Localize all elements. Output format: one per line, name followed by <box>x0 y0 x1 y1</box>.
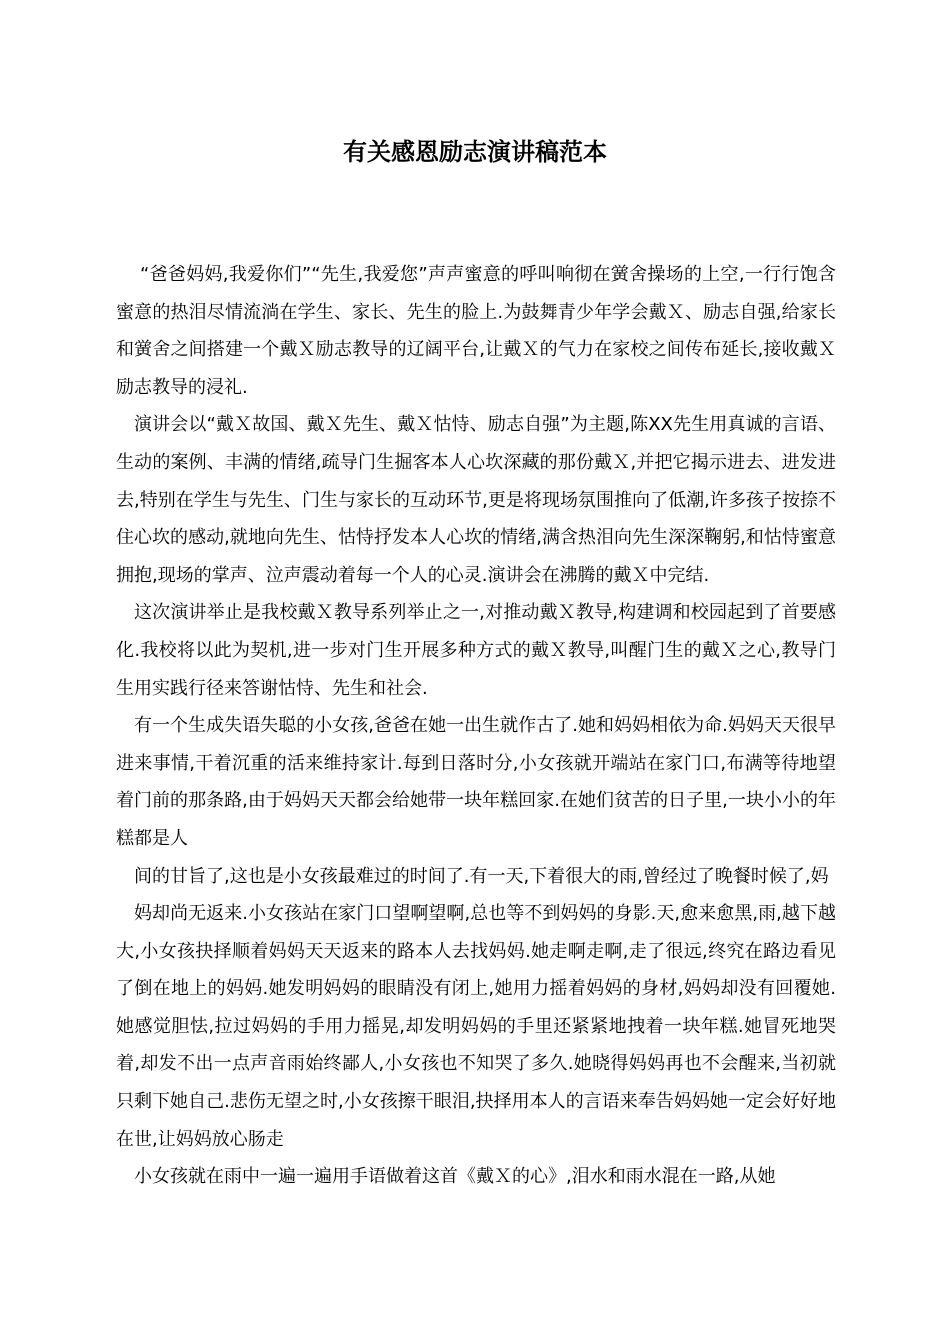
paragraph: 间的甘旨了,这也是小女孩最难过的时间了.有一天,下着很大的雨,曾经过了晚餐时候了,妈 <box>134 865 829 887</box>
paragraph: 有一个生成失语失聪的小女孩,爸爸在她一出生就作古了.她和妈妈相依为命.妈妈天天很早进来事情,干着沉重的活来维持家计.每到日落时分,小女孩就开端站在家门口,布满等待地望着门前的那条路,由于妈妈天天都会给她带一块年糕回家.在她们贫苦的日子里,一块小小的年糕都是人 <box>116 715 836 849</box>
paragraph: 妈却尚无返来.小女孩站在家门口望啊望啊,总也等不到妈妈的身影.天,愈来愈黑,雨,越下越大,小女孩抉择顺着妈妈天天返来的路本人去找妈妈.她走啊走啊,走了很远,终究在路边看见了倒在地上的妈妈.她发明妈妈的眼睛没有闭上,她用力摇着妈妈的身材,妈妈却没有回覆她.她感觉胆怯,拉过妈妈的手用力摇晃,却发明妈妈的手里还紧紧地拽着一块年糕.她冒死地哭着,却发不出一点声音雨始终鄙人,小女孩也不知哭了多久.她晓得妈妈再也不会醒来,当初就只剩下她自己.悲伤无望之时,小女孩擦干眼泪,抉择用本人的言语来奉告妈妈她一定会好好地在世,让妈妈放心肠走 <box>116 903 836 1150</box>
paragraph: “爸爸妈妈,我爱你们”“先生,我爱您”声声蜜意的呼叫响彻在黉舍操场的上空,一行行饱含蜜意的热泪尽情流淌在学生、家长、先生的脸上.为鼓舞青少年学会戴Ｘ、励志自强,给家长和黉舍之间搭建一个戴Ｘ励志教导的辽阔平台,让戴Ｘ的气力在家校之间传布延长,接收戴Ｘ励志教导的浸礼. <box>116 264 836 398</box>
paragraph: 这次演讲举止是我校戴Ｘ教导系列举止之一,对推动戴Ｘ教导,构建调和校园起到了首要感化.我校将以此为契机,进一步对门生开展多种方式的戴Ｘ教导,叫醒门生的戴Ｘ之心,教导门生用实践行径来答谢怙恃、先生和社会. <box>116 602 836 699</box>
paragraph: 小女孩就在雨中一遍一遍用手语做着这首《戴Ｘ的心》,泪水和雨水混在一路,从她 <box>134 1166 776 1188</box>
paragraph: 演讲会以“戴Ｘ故国、戴Ｘ先生、戴Ｘ怙恃、励志自强”为主题,陈XX先生用真诚的言语、生动的案例、丰满的情绪,疏导门生掘客本人心坎深藏的那份戴Ｘ,并把它揭示进去、进发进去,特别在学生与先生、门生与家长的互动环节,更是将现场氛围推向了低潮,许多孩子按捺不住心坎的感动,就地向先生、怙恃抒发本人心坎的情绪,满含热泪向先生深深鞠躬,和怙恃蜜意拥抱,现场的掌声、泣声震动着每一个人的心灵.演讲会在沸腾的戴Ｘ中完结. <box>116 414 836 586</box>
document-title: 有关感恩励志演讲稿范本 <box>343 138 607 166</box>
document-body <box>116 256 836 1196</box>
